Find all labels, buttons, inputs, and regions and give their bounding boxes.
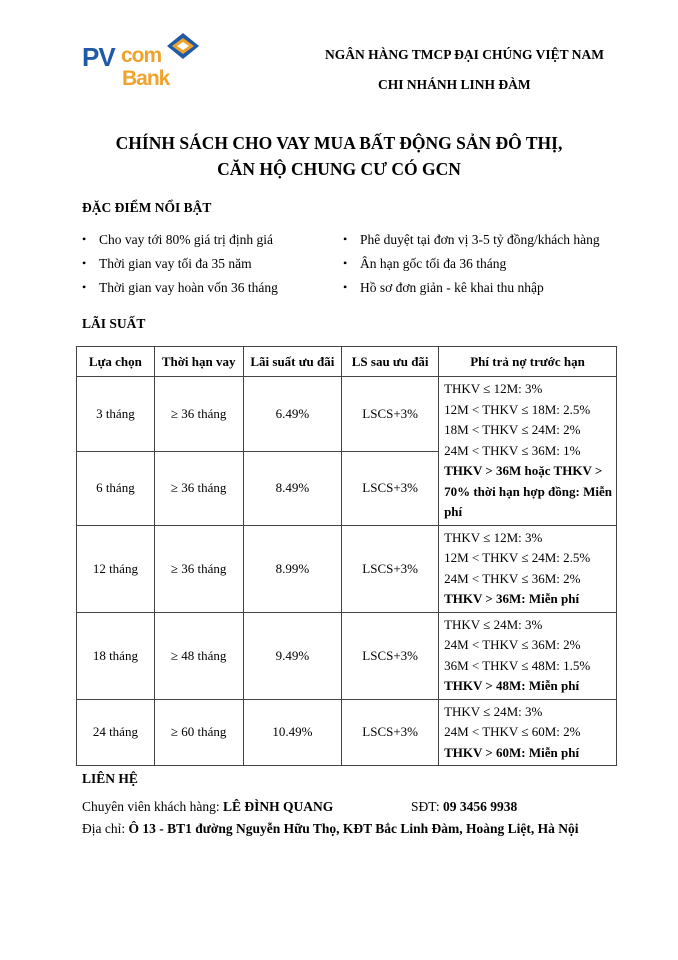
logo-text-bank: Bank [122, 67, 170, 90]
col-header-rate: Lãi suất ưu đãi [243, 347, 342, 377]
cell-term: ≥ 36 tháng [154, 452, 243, 525]
cell-rate: 8.49% [243, 452, 342, 525]
cell-rate: 9.49% [243, 612, 342, 699]
cell-after: LSCS+3% [342, 377, 439, 452]
contact-address [82, 821, 579, 837]
address-value: Ô 13 - BT1 đường Nguyễn Hữu Thọ, KĐT Bắc Linh Đàm, Hoàng Liệt, Hà Nội [128, 821, 579, 836]
feature-item: • Thời gian vay hoàn vốn 36 tháng [82, 280, 278, 295]
cell-rate: 6.49% [243, 377, 342, 452]
table-row [77, 377, 617, 452]
cell-fee: THKV ≤ 12M: 3% 12M < THKV ≤ 18M: 2.5% 18M < THKV ≤ 24M: 2% 24M < THKV ≤ 36M: 1% THKV > 36M hoặc THKV > 70% thời hạn hợp đồng: Miễn phí [439, 377, 617, 526]
cell-after: LSCS+3% [342, 452, 439, 525]
bullet-icon: • [82, 232, 87, 246]
bullet-icon: • [343, 280, 348, 294]
bullet-icon: • [82, 280, 87, 294]
col-header-fee: Phí trả nợ trước hạn [439, 347, 617, 377]
cell-term: ≥ 60 tháng [154, 699, 243, 766]
contact-specialist [82, 799, 333, 815]
cell-term: ≥ 36 tháng [154, 377, 243, 452]
col-header-term: Thời hạn vay [154, 347, 243, 377]
cell-term: ≥ 36 tháng [154, 525, 243, 612]
table-row [77, 612, 617, 699]
cell-term: ≥ 48 tháng [154, 612, 243, 699]
col-header-option: Lựa chọn [77, 347, 155, 377]
table-header-row [77, 347, 617, 377]
bullet-icon: • [343, 232, 348, 246]
feature-item: • Phê duyệt tại đơn vị 3-5 tỷ đồng/khách hàng [343, 232, 600, 247]
cell-after: LSCS+3% [342, 525, 439, 612]
cell-rate: 10.49% [243, 699, 342, 766]
logo-text-pv: PV [82, 42, 115, 72]
specialist-name: LÊ ĐÌNH QUANG [222, 799, 334, 814]
cell-rate: 8.99% [243, 525, 342, 612]
phone-number: 09 3456 9938 [442, 799, 518, 814]
cell-after: LSCS+3% [342, 612, 439, 699]
cell-fee: THKV ≤ 24M: 3% 24M < THKV ≤ 60M: 2% THKV > 60M: Miễn phí [439, 699, 617, 766]
col-header-after: LS sau ưu đãi [342, 347, 439, 377]
cell-fee: THKV ≤ 24M: 3% 24M < THKV ≤ 36M: 2% 36M < THKV ≤ 48M: 1.5% THKV > 48M: Miễn phí [439, 612, 617, 699]
contact-phone [411, 799, 517, 815]
title-line-1: CHÍNH SÁCH CHO VAY MUA BẤT ĐỘNG SẢN ĐÔ THỊ, [115, 133, 563, 153]
address-label: Địa chỉ: [82, 821, 129, 836]
cell-after: LSCS+3% [342, 699, 439, 766]
cell-option: 6 tháng [77, 452, 155, 525]
logo-envelope-icon [166, 32, 200, 60]
cell-option: 3 tháng [77, 377, 155, 452]
feature-item: • Thời gian vay tối đa 35 năm [82, 256, 252, 271]
bank-name: NGÂN HÀNG TMCP ĐẠI CHÚNG VIỆT NAM [324, 47, 604, 62]
feature-item: • Cho vay tới 80% giá trị định giá [82, 232, 273, 247]
table-row [77, 525, 617, 612]
cell-option: 18 tháng [77, 612, 155, 699]
table-row [77, 699, 617, 766]
logo-text-com: com [121, 44, 162, 67]
specialist-label: Chuyên viên khách hàng: [82, 799, 223, 814]
bullet-icon: • [343, 256, 348, 270]
cell-option: 12 tháng [77, 525, 155, 612]
bullet-icon: • [82, 256, 87, 270]
pvcombank-logo [82, 30, 202, 92]
contact-heading: LIÊN HỆ [82, 771, 138, 786]
phone-label: SĐT: [411, 799, 443, 814]
cell-fee: THKV ≤ 12M: 3% 12M < THKV ≤ 24M: 2.5% 24M < THKV ≤ 36M: 2% THKV > 36M: Miễn phí [439, 525, 617, 612]
feature-item: • Ân hạn gốc tối đa 36 tháng [343, 256, 507, 271]
feature-item: • Hồ sơ đơn giản - kê khai thu nhập [343, 280, 544, 295]
rates-heading: LÃI SUẤT [82, 316, 146, 331]
cell-option: 24 tháng [77, 699, 155, 766]
page-title [0, 130, 678, 182]
features-heading: ĐẶC ĐIỂM NỔI BẬT [82, 200, 212, 215]
rates-table [76, 346, 617, 766]
title-line-2: CĂN HỘ CHUNG CƯ CÓ GCN [217, 159, 461, 179]
branch-name: CHI NHÁNH LINH ĐÀM [378, 77, 531, 92]
